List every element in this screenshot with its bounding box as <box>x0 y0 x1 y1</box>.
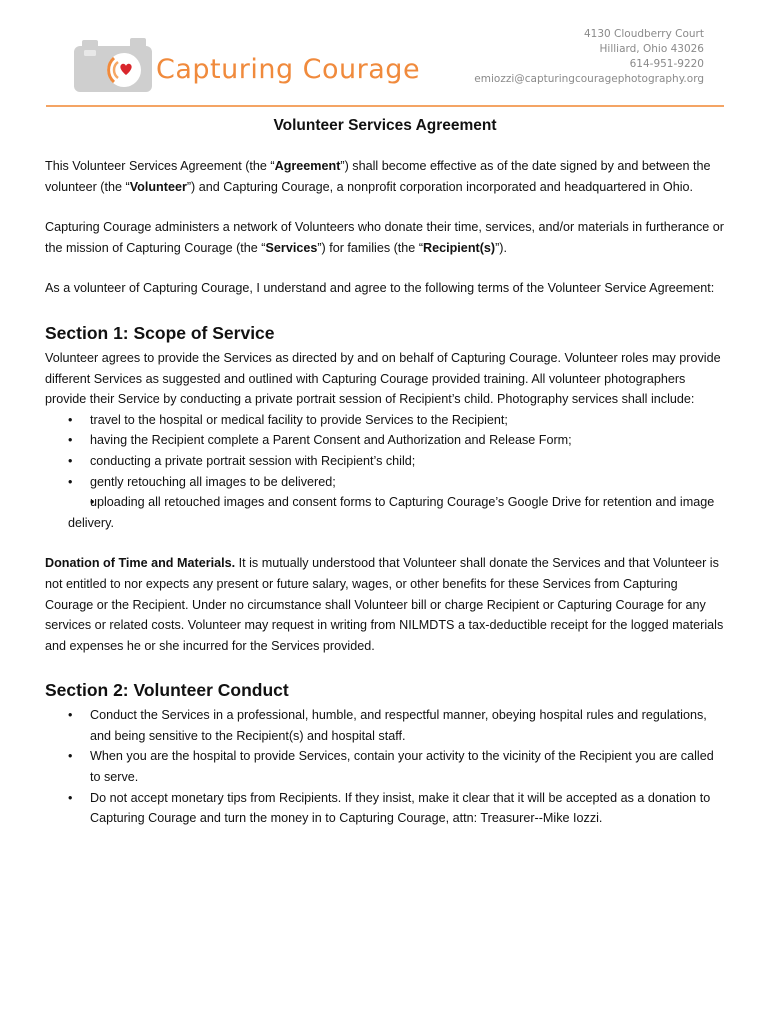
list-item: • Do not accept monetary tips from Recipients. If they insist, make it clear that it will be accepted as a donation to Capturing Courage and turn the money in to Capturing Courage, attn: Treasurer--Mike Iozzi. <box>45 788 725 829</box>
address-line-1: 4130 Cloudberry Court <box>583 28 704 40</box>
defined-term-services: Services <box>265 240 318 255</box>
defined-term-recipients: Recipient(s) <box>423 240 496 255</box>
address-line-2: Hilliard, Ohio 43026 <box>599 43 704 55</box>
list-item: • uploading all retouched images and consent forms to Capturing Courage’s Google Drive for retention and image delivery. <box>45 492 725 533</box>
conduct-list <box>45 705 725 829</box>
document-body <box>45 112 725 829</box>
phone-number: 614-951-9220 <box>629 58 704 70</box>
list-item: • Conduct the Services in a professional, humble, and respectful manner, obeying hospital rules and regulations, and being sensitive to the Recipient(s) and hospital staff. <box>45 705 725 746</box>
list-item: • travel to the hospital or medical facility to provide Services to the Recipient; <box>45 410 725 431</box>
defined-term-agreement: Agreement <box>274 159 341 173</box>
capturing-courage-logo <box>72 36 421 106</box>
section-1-body: Volunteer agrees to provide the Services as directed by and on behalf of Capturing Courage. Volunteer roles may provide different Services as suggested and outlined with Capturing Courage provided training. All volunteer photographers provide their Service by conducting a private portrait session of Recipient’s child. Photography services shall include: <box>45 350 721 407</box>
section-2-heading: Section 2: Volunteer Conduct <box>45 680 289 701</box>
camera-heart-icon <box>74 38 152 92</box>
header-divider <box>46 105 724 107</box>
text-run: This Volunteer Services Agreement (the “ <box>45 159 275 173</box>
list-item: • gently retouching all images to be delivered; <box>45 472 725 493</box>
contact-block <box>474 27 704 87</box>
document-title: Volunteer Services Agreement <box>273 117 497 134</box>
donation-paragraph <box>45 553 725 656</box>
section-1-heading: Section 1: Scope of Service <box>45 322 275 343</box>
email-address[interactable]: emiozzi@capturingcouragephotography.org <box>474 73 704 85</box>
intro-paragraph-3: As a volunteer of Capturing Courage, I understand and agree to the following terms of the Volunteer Service Agreement: <box>45 281 715 296</box>
donation-text: It is mutually understood that Volunteer shall donate the Services and that Volunteer is not entitled to nor expects any present or future salary, wages, or other benefits for these Services from Capturing Courage or the Recipient. Under no circumstance shall Volunteer bill or charge Recipient or Capturing Courage for any services or related costs. Volunteer may request in writing from NILMDTS a tax-deductible receipt for the logged materials and expenses he or she incurred for the Services provided. <box>45 556 724 653</box>
list-item: • having the Recipient complete a Parent Consent and Authorization and Release Form; <box>45 430 725 451</box>
text-run: ”) and Capturing Courage, a nonprofit corporation incorporated and headquartered in Ohio. <box>186 179 694 194</box>
intro-paragraph-1 <box>45 156 725 197</box>
list-item: • When you are the hospital to provide Services, contain your activity to the vicinity of the Recipient you are called to serve. <box>45 746 725 787</box>
brand-name: Capturing Courage <box>156 54 421 85</box>
intro-paragraph-2 <box>45 217 725 258</box>
defined-term-volunteer: Volunteer <box>129 179 187 194</box>
text-run: Capturing Courage administers a network of Volunteers who donate their time, services, and/or materials in furtherance or the mission of Capturing Courage (the “ <box>45 220 725 255</box>
text-run: ”). <box>495 240 507 255</box>
list-item: • conducting a private portrait session with Recipient’s child; <box>45 451 725 472</box>
photography-services-list <box>45 410 725 534</box>
text-run: ”) shall become effective as of the date signed by and between the volunteer (the “ <box>45 159 711 194</box>
text-run: ”) for families (the “ <box>317 240 424 255</box>
donation-label: Donation of Time and Materials. <box>45 556 236 571</box>
